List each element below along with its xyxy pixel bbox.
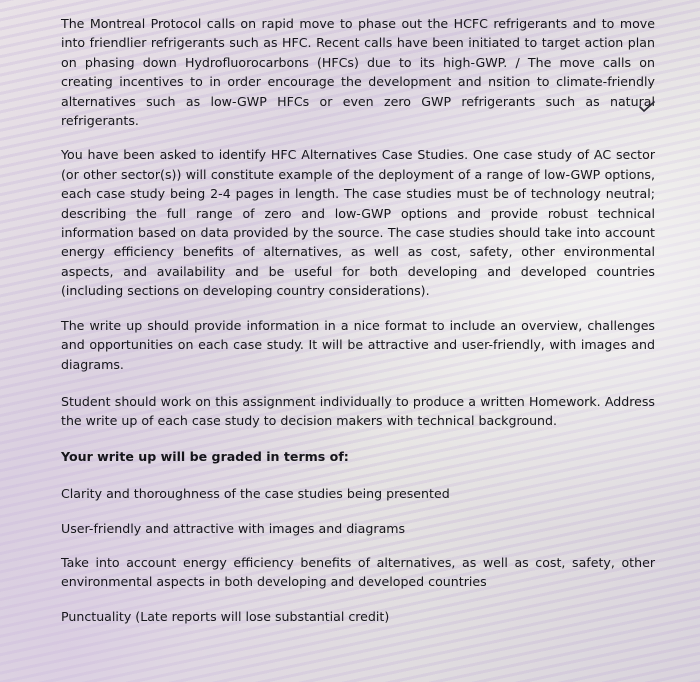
criterion-energy-efficiency: Take into account energy efficiency benefits of alternatives, as well as cost, safety, other environmental aspects in both developing and developed countries (61, 554, 655, 590)
paragraph-case-studies: You have been asked to identify HFC Alternatives Case Studies. One case study of AC sector (or other sector(s)) will constitute example of the deployment of a range of low-GWP options, each case study being 2-4 pages in length. The case studies must be of technology neutral; describing the full range of zero and low-GWP options and provide robust technical information based on data provided by the source. The case studies should take into account energy efficiency benefits of alternatives, as well as cost, safety, other environmental aspects, and availability and be useful for both developing and developed countries (including sections on developing country considerations). (61, 147, 655, 299)
handwritten-check-mark (639, 101, 655, 113)
criterion-punctuality: Punctuality (Late reports will lose substantial credit) (61, 608, 390, 624)
paragraph-montreal-protocol: The Montreal Protocol calls on rapid move to phase out the HCFC refrigerants and to move into friendlier refrigerants such as HFC. Recent calls have been initiated to target action plan on phasing down Hydrofluorocarbons (HFCs) due to its high-GWP. / The move calls on creating incentives to in order encourage the development and nsition to climate-friendly alternatives such as low-GWP HFCs or even zero GWP refrigerants such as natural refrigerants. (61, 16, 655, 129)
paragraph-individual-work: Student should work on this assignment individually to produce a written Homework. Address the write up of each case study to decision makers with technical background. (61, 393, 655, 429)
criterion-user-friendly: User-friendly and attractive with images and diagrams (61, 520, 406, 536)
grading-heading: Your write up will be graded in terms of: (61, 448, 349, 464)
criterion-clarity: Clarity and thoroughness of the case studies being presented (61, 486, 450, 502)
paragraph-write-up-format: The write up should provide information in a nice format to include an overview, challenges and opportunities on each case study. It will be attractive and user-friendly, with images and diagrams. (61, 317, 655, 372)
assignment-sheet (61, 14, 655, 641)
